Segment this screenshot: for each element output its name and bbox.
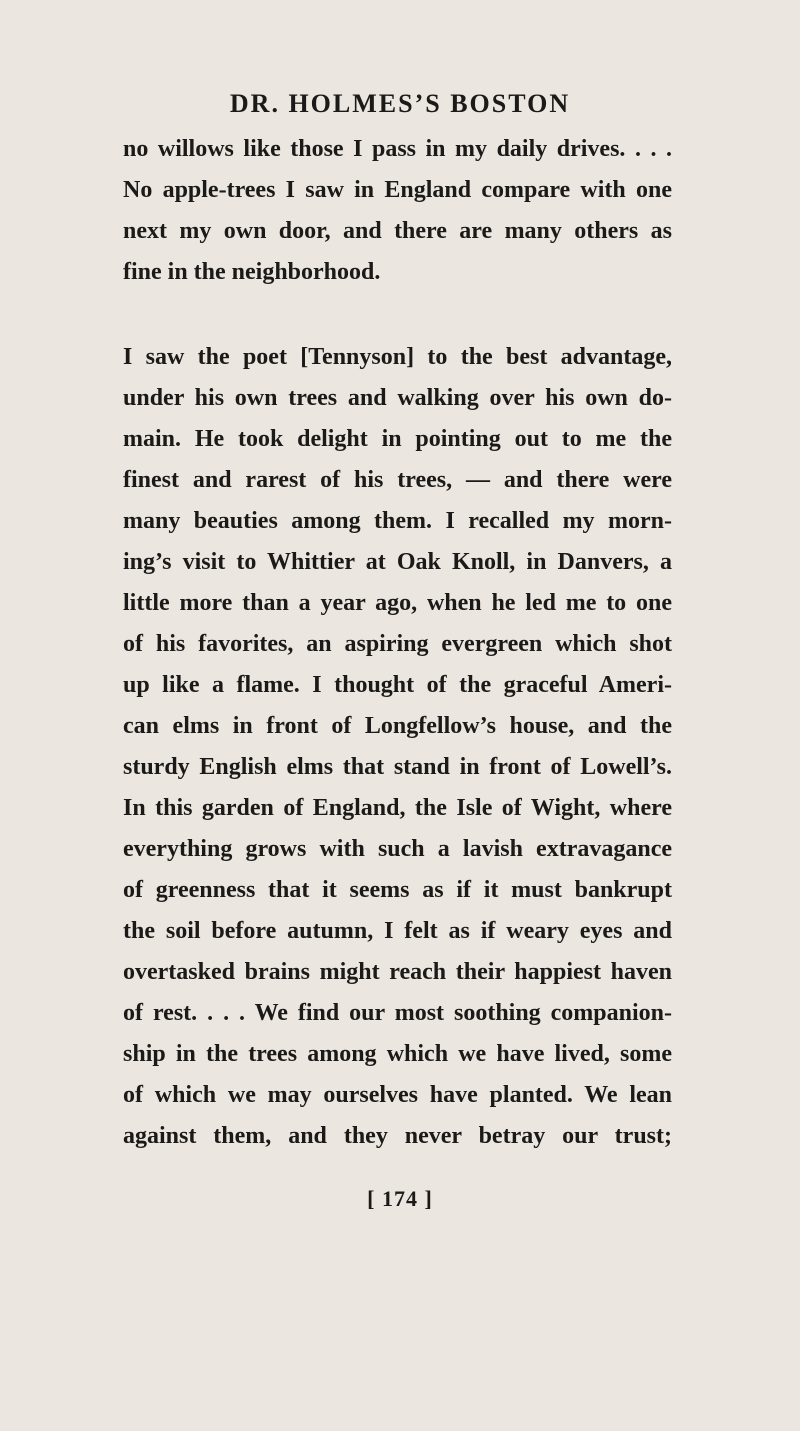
text-line: little more than a year ago, when he led me to one (123, 590, 672, 616)
paragraph-2 (123, 337, 672, 1157)
text-line: overtasked brains might reach their happiest haven (123, 959, 672, 985)
text-line: can elms in front of Longfellow’s house, and the (123, 713, 672, 739)
text-line: everything grows with such a lavish extravagance (123, 836, 672, 862)
text-line: sturdy English elms that stand in front of Lowell’s. (123, 754, 672, 780)
paragraph-1 (123, 129, 672, 293)
text-line: finest and rarest of his trees, — and there were (123, 467, 672, 493)
text-line: of his favorites, an aspiring evergreen which shot (123, 631, 672, 657)
text-line: many beauties among them. I recalled my morn- (123, 508, 672, 534)
text-line: the soil before autumn, I felt as if weary eyes and (123, 918, 672, 944)
text-line: of greenness that it seems as if it must bankrupt (123, 877, 672, 903)
text-line: In this garden of England, the Isle of Wight, where (123, 795, 672, 821)
text-line: up like a flame. I thought of the graceful Ameri- (123, 672, 672, 698)
text-line: main. He took delight in pointing out to me the (123, 426, 672, 452)
text-line: fine in the neighborhood. (123, 259, 381, 285)
running-head: DR. HOLMES’S BOSTON (229, 89, 571, 118)
text-line: of rest. . . . We find our most soothing companion- (123, 1000, 672, 1026)
text-line: of which we may ourselves have planted. We lean (123, 1082, 672, 1108)
text-line: no willows like those I pass in my daily drives. . . . (123, 136, 672, 162)
text-line: against them, and they never betray our trust; (123, 1123, 672, 1149)
text-line: ing’s visit to Whittier at Oak Knoll, in Danvers, a (123, 549, 672, 575)
text-line: I saw the poet [Tennyson] to the best advantage, (123, 344, 672, 370)
page-number: [ 174 ] (367, 1186, 433, 1211)
text-line: under his own trees and walking over his own do- (123, 385, 672, 411)
text-line: ship in the trees among which we have lived, some (123, 1041, 672, 1067)
text-line: No apple-trees I saw in England compare with one (123, 177, 672, 203)
text-line: next my own door, and there are many others as (123, 218, 672, 244)
